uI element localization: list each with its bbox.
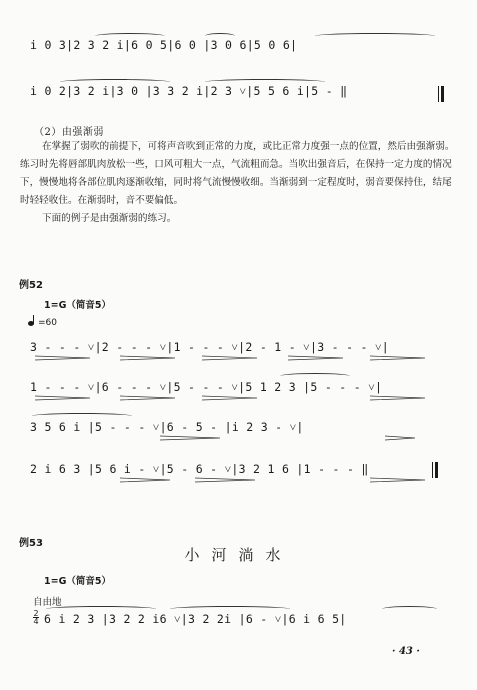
key-signature: 1=G（简音5） <box>44 300 111 311</box>
slur-mark <box>382 606 437 612</box>
time-sig-top: 2 <box>33 609 39 618</box>
slur-mark <box>280 373 350 379</box>
score-line-52-4: 2 i 6 3 |5 6 i - ˅|5 - 6 - ˅|3 2 1 6 |1 - - - ‖ <box>30 462 369 476</box>
score-line-top-2: i 0 2|3 2 i|3 0 |3 3 2 i|2 3 ˅|5 5 6 i|5 - ‖ <box>30 84 348 98</box>
score-line-top-1: i 0 3|2 3 2 i|6 0 5|6 0 |3 0 6|5 0 6| <box>30 38 298 52</box>
key-signature: 1=G（简音5） <box>44 576 111 587</box>
slur-mark <box>170 606 290 612</box>
slur-mark <box>95 33 165 39</box>
score-line-52-2: 1 - - - ˅|6 - - - ˅|5 - - - ˅|5 1 2 3 |5 - - - ˅| <box>30 380 383 394</box>
end-barline-thick <box>435 462 438 478</box>
time-sig-bottom: 4 <box>33 617 39 626</box>
song-title: 小河淌水 <box>184 546 293 564</box>
score-line-52-1: 3 - - - ˅|2 - - - ˅|1 - - - ˅|2 - 1 - ˅|3 - - - ˅| <box>30 340 389 354</box>
end-barline-thick <box>441 86 444 102</box>
section-paragraph: 在掌握了弱吹的前提下，可将声音吹到正常的力度，或比正常力度强一点的位置，然后由强渐弱。练习时先将唇部肌肉放松一些，口风可粗大一点，气流粗而急。当吹出强音后，在保持一定力度的情况下，慢慢地将各部位肌肉逐渐收缩，同时将气流慢慢收细。当渐弱到一定程度时，弱音要保持住，结尾时轻轻收住。在渐弱时，音不要偏低。 <box>20 141 455 206</box>
slur-mark <box>205 33 235 39</box>
slur-mark <box>205 79 325 85</box>
end-barline-thin <box>438 86 439 102</box>
diminuendo-marks <box>30 355 450 361</box>
diminuendo-marks <box>30 395 450 401</box>
end-barline-thin <box>432 462 433 478</box>
diminuendo-marks <box>30 477 450 483</box>
section-intro: 下面的例子是由强渐弱的练习。 <box>42 213 177 224</box>
tempo-mark <box>28 316 57 328</box>
example-label: 例53 <box>19 538 43 549</box>
slur-mark <box>60 79 170 85</box>
section-heading: （2）由强渐弱 <box>34 127 104 138</box>
score-line-52-3: 3 5 6 i |5 - - - ˅|6 - 5 - |i 2 3 - ˅| <box>30 420 304 434</box>
tempo-value: =60 <box>38 318 57 328</box>
slur-mark <box>315 33 435 39</box>
diminuendo-marks <box>30 435 450 441</box>
slur-mark <box>46 606 156 612</box>
expression-mark: 自由地 <box>33 597 62 608</box>
example-label: 例52 <box>19 280 43 291</box>
time-signature <box>32 610 40 625</box>
note-stem-icon <box>33 315 34 324</box>
page-number: · 43 · <box>392 646 420 657</box>
slur-mark <box>32 413 132 419</box>
score-line-53-1: 6 i 2 3 |3 2 2 i6 ˅|3 2 2i |6 - ˅|6 i 6 5| <box>44 612 347 626</box>
